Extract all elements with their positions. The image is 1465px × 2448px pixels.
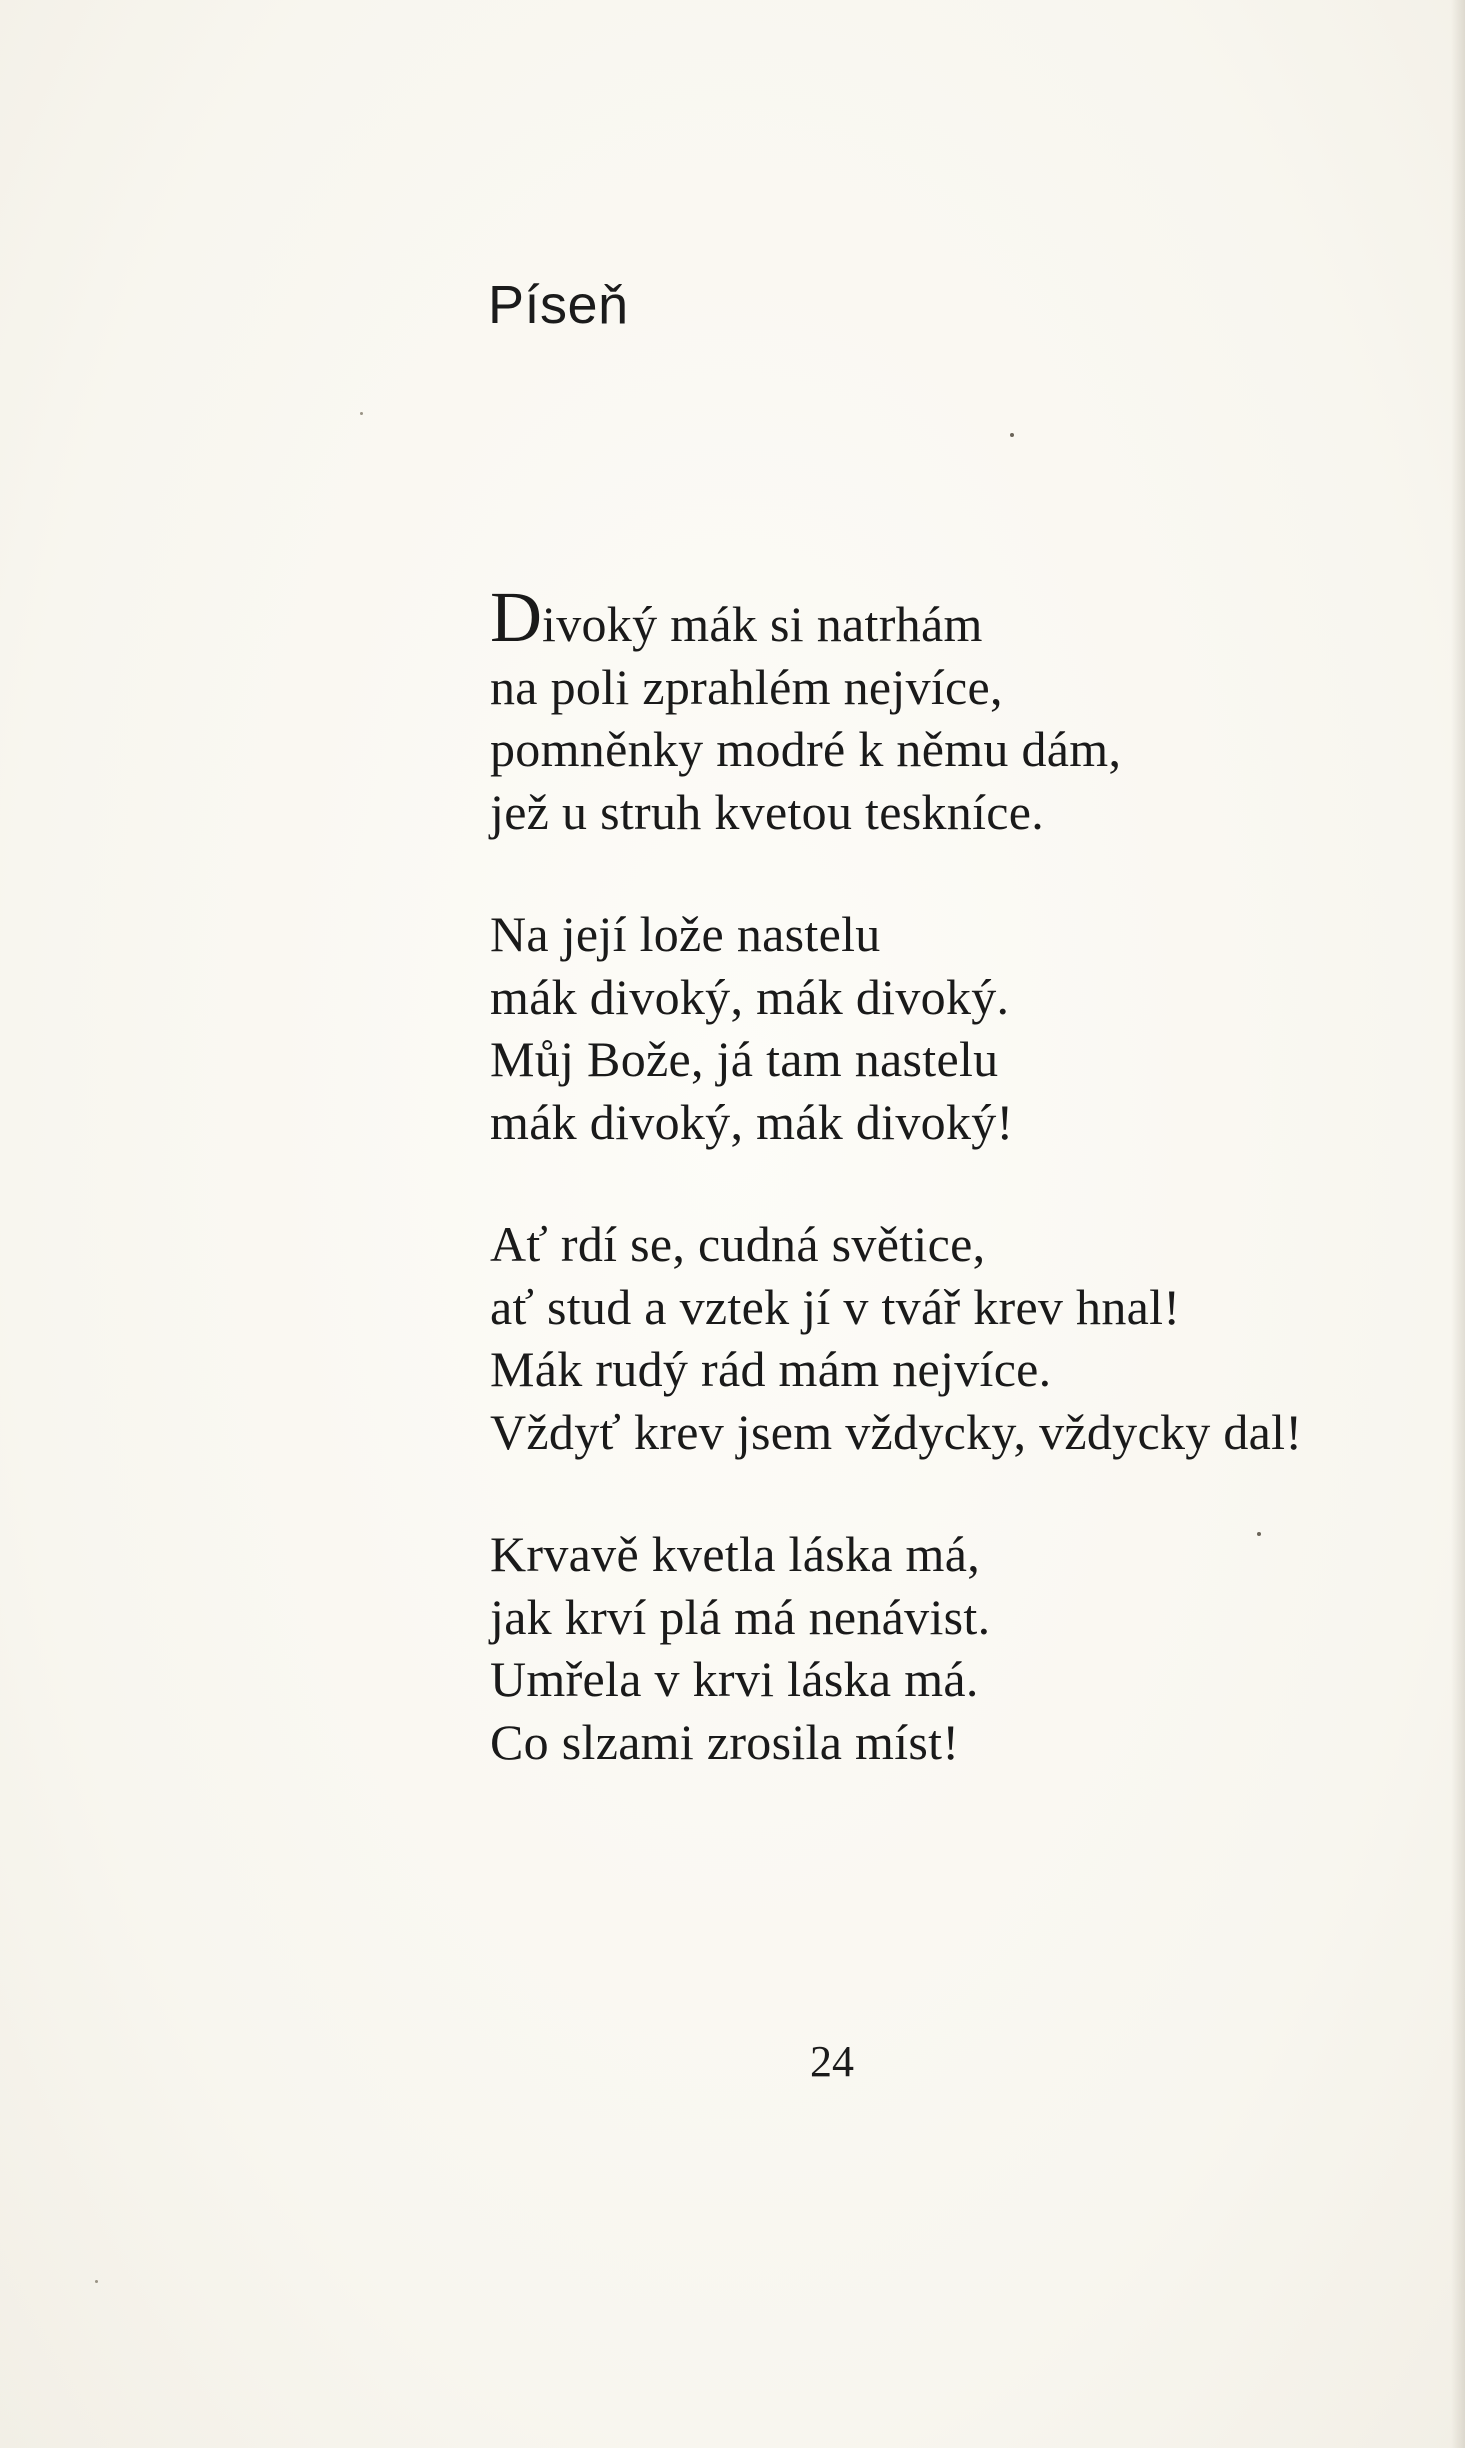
scan-speck <box>360 412 363 415</box>
page-edge-shadow <box>1451 0 1465 2448</box>
poem-body <box>490 577 1450 1833</box>
poem-line-text: ivoký mák si natrhám <box>542 596 983 652</box>
poem-line: Vždyť krev jsem vždycky, vždycky dal! <box>490 1403 1303 1460</box>
poem-line: Na její lože nastelu <box>490 906 881 962</box>
poem-line: Co slzami zrosila míst! <box>490 1713 960 1770</box>
poem-line: Můj Bože, já tam nastelu <box>490 1031 999 1087</box>
stanza-3 <box>490 1213 1450 1463</box>
initial-letter: D <box>490 577 542 657</box>
scan-speck <box>95 2280 98 2283</box>
poem-line: mák divoký, mák divoký! <box>490 1093 1014 1150</box>
page-number: 24 <box>810 2037 854 2086</box>
poem-line <box>490 577 1450 657</box>
poem-line: na poli zprahlém nejvíce, <box>490 658 1003 715</box>
scan-speck <box>1257 1532 1261 1536</box>
scan-speck <box>1010 433 1014 437</box>
poem-line: pomněnky modré k němu dám, <box>490 721 1122 777</box>
poem-line: jak krví plá má nenávist. <box>490 1588 991 1645</box>
poem-line: Ať rdí se, cudná světice, <box>490 1216 986 1272</box>
stanza-4 <box>490 1523 1450 1773</box>
poem-line: Krvavě kvetla láska má, <box>490 1526 981 1582</box>
stanza-1 <box>490 577 1450 843</box>
poem-line: Mák rudý rád mám nejvíce. <box>490 1341 1052 1397</box>
poem-line: Umřela v krvi láska má. <box>490 1651 979 1707</box>
poem-line: mák divoký, mák divoký. <box>490 968 1010 1025</box>
stanza-2 <box>490 903 1450 1153</box>
poem-line: jež u struh kvetou teskníce. <box>490 783 1045 840</box>
poem-title: Píseň <box>488 275 629 335</box>
poem-line: ať stud a vztek jí v tvář krev hnal! <box>490 1278 1181 1335</box>
